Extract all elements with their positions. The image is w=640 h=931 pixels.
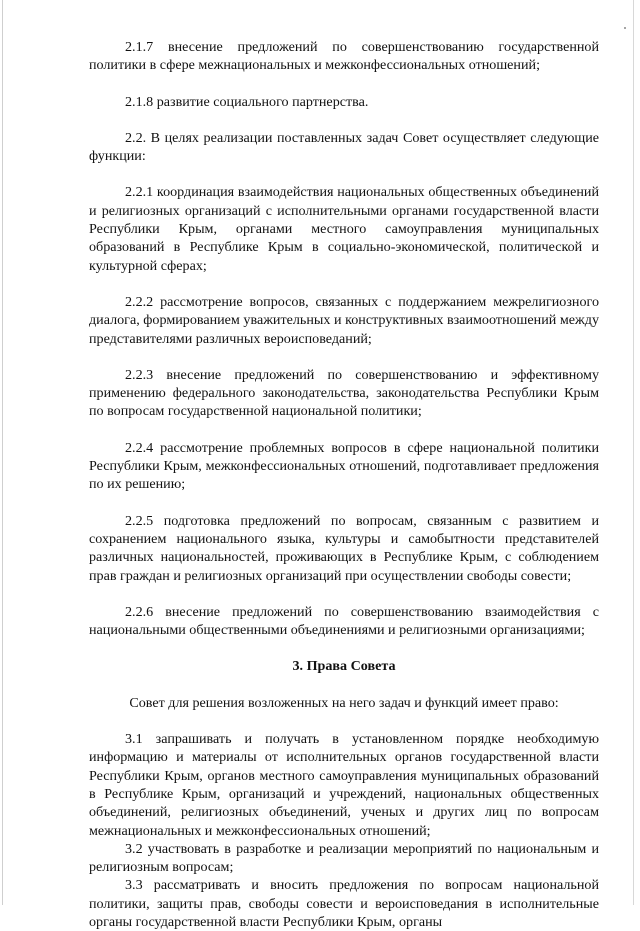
paragraph-2-2-3: 2.2.3 внесение предложений по совершенствованию и эффективному применению федерального законодательства, законодательства Республики Крым по вопросам государственной национальной политики; bbox=[89, 366, 599, 420]
paragraph-3-2: 3.2 участвовать в разработке и реализации мероприятий по национальным и религиозным вопросам; bbox=[89, 840, 599, 876]
paragraph-2-2: 2.2. В целях реализации поставленных задач Совет осуществляет следующие функции: bbox=[89, 129, 599, 165]
paragraph-3-1: 3.1 запрашивать и получать в установленном порядке необходимую информацию и материалы от исполнительных органов государственной власти Республики Крым, органов местного самоуправления муниципальных образований в Республике Крым, организаций и учреждений, национальных общественных объединений, религиозных объединений, ученых и других лиц по вопросам межнациональных и межконфессиональных отношений; bbox=[89, 731, 599, 839]
paragraph-2-2-2: 2.2.2 рассмотрение вопросов, связанных с поддержанием межрелигиозного диалога, формированием уважительных и конструктивных взаимоотношений между представителями различных вероисповеданий; bbox=[89, 293, 599, 347]
paragraph-2-1-8: 2.1.8 развитие социального партнерства. bbox=[125, 93, 369, 110]
scan-artifact-dot bbox=[624, 27, 626, 29]
scan-edge-left bbox=[2, 0, 3, 905]
paragraph-2-2-5: 2.2.5 подготовка предложений по вопросам, связанным с развитием и сохранением национального языка, культуры и самобытности представителей различных национальностей, проживающих в Республике Крым, с соблюдением прав граждан и религиозных организаций при осуществлении свободы совести; bbox=[89, 512, 599, 584]
paragraph-2-2-4: 2.2.4 рассмотрение проблемных вопросов в сфере национальной политики Республики Крым, межконфессиональных отношений, подготавливает предложения по их решению; bbox=[89, 439, 599, 493]
paragraph-2-1-7: 2.1.7 внесение предложений по совершенствованию государственной политики в сфере межнациональных и межконфессиональных отношений; bbox=[89, 39, 599, 74]
section-3-heading: 3. Права Совета bbox=[292, 658, 396, 675]
paragraph-3-3: 3.3 рассматривать и вносить предложения по вопросам национальной политики, защиты прав, свободы совести и вероисповедания в исполнительные органы государственной власти Республики Крым, органы bbox=[89, 877, 599, 930]
section-3-intro: Совет для решения возложенных на него задач и функций имеет право: bbox=[129, 694, 559, 711]
paragraph-2-2-1: 2.2.1 координация взаимодействия национальных общественных объединений и религиозных организаций с исполнительными органами государственной власти Республики Крым, органами местного самоуправления муниципальных образований в Республике Крым в социально-экономической, политической и культурной сферах; bbox=[89, 184, 599, 274]
paragraph-2-2-6: 2.2.6 внесение предложений по совершенствованию взаимодействия с национальными общественными объединениями и религиозными организациями; bbox=[89, 603, 599, 639]
scan-edge-right bbox=[633, 0, 634, 905]
